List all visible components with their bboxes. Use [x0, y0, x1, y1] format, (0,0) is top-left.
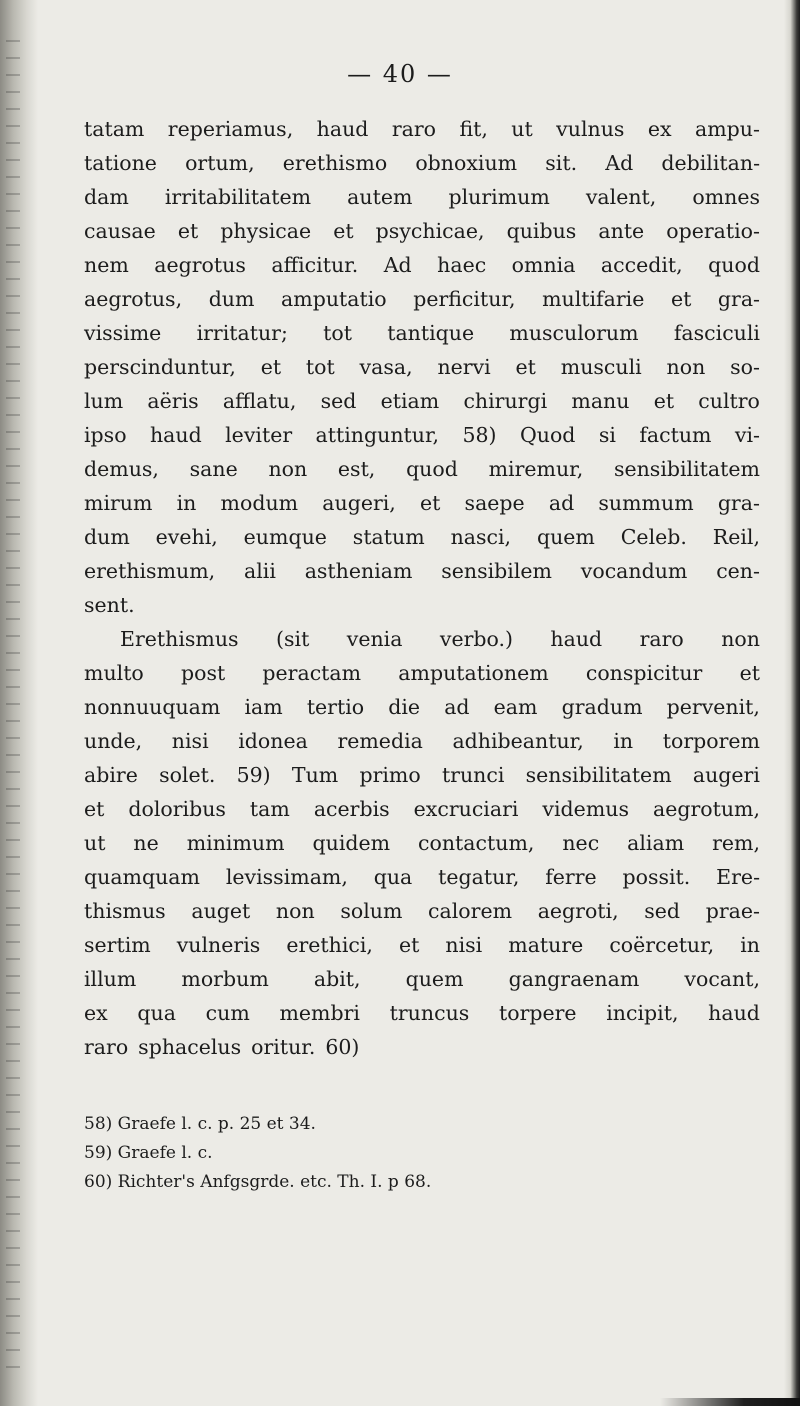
text-line: thismus auget non solum calorem aegroti, sed prae- — [84, 899, 760, 923]
text-line: ut ne minimum quidem contactum, nec aliam rem, — [84, 831, 760, 855]
text-line: abire solet. 59) Tum primo trunci sensibilitatem augeri — [84, 763, 760, 787]
text-line: nem aegrotus afficitur. Ad haec omnia accedit, quod — [84, 253, 760, 277]
text-line: sertim vulneris erethici, et nisi mature coërcetur, in — [84, 933, 760, 957]
text-line: tatione ortum, erethismo obnoxium sit. Ad debilitan- — [84, 151, 760, 175]
text-line: mirum in modum augeri, et saepe ad summum gra- — [84, 491, 760, 515]
page-edge-bottom — [660, 1398, 800, 1406]
footnote: 59) Graefe l. c. — [84, 1143, 213, 1163]
binding-gutter — [0, 0, 38, 1406]
text-line: unde, nisi idonea remedia adhibeantur, in torporem — [84, 729, 760, 753]
text-line: Erethismus (sit venia verbo.) haud raro non — [120, 627, 760, 651]
text-line: erethismum, alii astheniam sensibilem vocandum cen- — [84, 559, 760, 583]
text-line: dam irritabilitatem autem plurimum valent, omnes — [84, 185, 760, 209]
text-line: multo post peractam amputationem conspicitur et — [84, 661, 760, 685]
footnotes — [84, 1110, 760, 1197]
text-line: quamquam levissimam, qua tegatur, ferre possit. Ere- — [84, 865, 760, 889]
text-line: perscinduntur, et tot vasa, nervi et musculi non so- — [84, 355, 760, 379]
text-line: dum evehi, eumque statum nasci, quem Celeb. Reil, — [84, 525, 760, 549]
text-line: aegrotus, dum amputatio perficitur, multifarie et gra- — [84, 287, 760, 311]
text-line: et doloribus tam acerbis excruciari videmus aegrotum, — [84, 797, 760, 821]
text-line: demus, sane non est, quod miremur, sensibilitatem — [84, 457, 760, 481]
body-text — [84, 112, 760, 1064]
footnote: 58) Graefe l. c. p. 25 et 34. — [84, 1114, 316, 1134]
text-line: ex qua cum membri truncus torpere incipit, haud — [84, 1001, 760, 1025]
footnote: 60) Richter's Anfgsgrde. etc. Th. I. p 68. — [84, 1172, 432, 1192]
text-line: lum aëris afflatu, sed etiam chirurgi manu et cultro — [84, 389, 760, 413]
text-line: raro sphacelus oritur. 60) — [84, 1035, 360, 1059]
text-line: ipso haud leviter attinguntur, 58) Quod si factum vi- — [84, 423, 760, 447]
text-line: tatam reperiamus, haud raro fit, ut vulnus ex ampu- — [84, 117, 760, 141]
binding-shadow — [6, 40, 20, 1380]
page-edge — [784, 0, 800, 1406]
text-line: sent. — [84, 593, 135, 617]
page-number: — 40 — — [347, 60, 453, 88]
text-line: illum morbum abit, quem gangraenam vocant, — [84, 967, 760, 991]
text-line: causae et physicae et psychicae, quibus ante operatio- — [84, 219, 760, 243]
text-line: nonnuuquam iam tertio die ad eam gradum pervenit, — [84, 695, 760, 719]
text-line: vissime irritatur; tot tantique musculorum fasciculi — [84, 321, 760, 345]
